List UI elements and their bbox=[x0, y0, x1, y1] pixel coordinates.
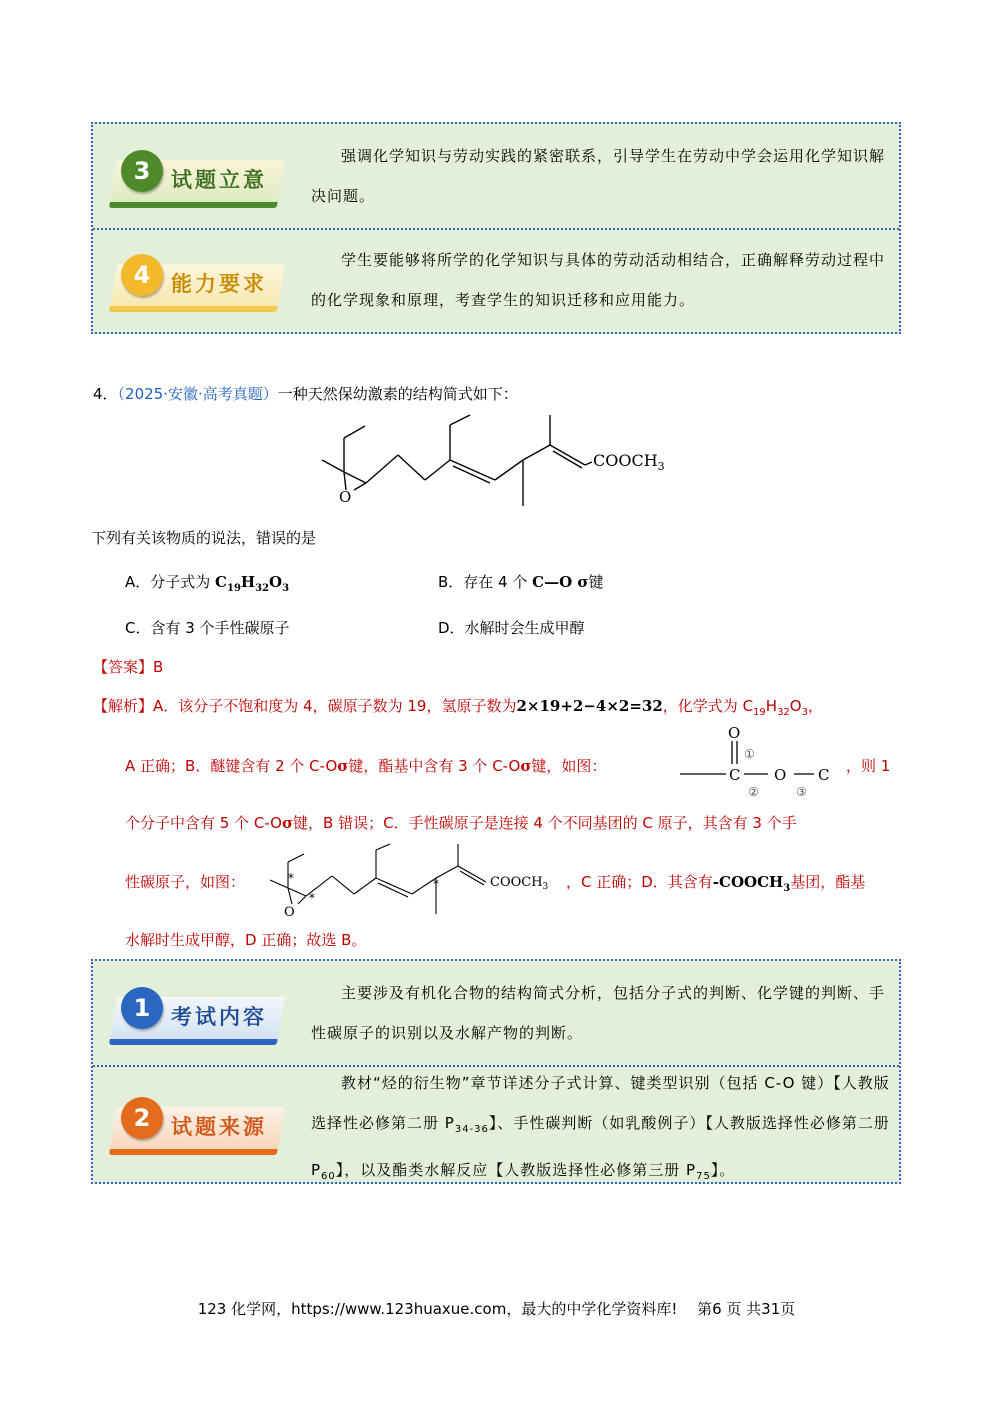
ester-bond-figure bbox=[678, 724, 843, 800]
badge-number: 1 bbox=[121, 987, 163, 1029]
badge-content bbox=[113, 979, 283, 1049]
svg-text:O: O bbox=[728, 724, 741, 742]
info-row-source bbox=[93, 1067, 899, 1185]
purpose-text: 强调化学知识与劳动实践的紧密联系，引导学生在劳动中学会运用化学知识解决问题。 bbox=[311, 147, 886, 205]
analysis-line-2-end: ，则 1 bbox=[846, 757, 891, 775]
info-row-purpose bbox=[93, 124, 899, 228]
svg-text:C: C bbox=[818, 766, 830, 784]
page-footer: 123 化学网，https://www.123huaxue.com，最大的中学化学资料库! 第6 页 共31页 bbox=[197, 1300, 796, 1318]
svg-text:①: ① bbox=[744, 747, 755, 761]
content-text: 主要涉及有机化合物的结构简式分析，包括分子式的判断、化学键的判断、手性碳原子的识别以及水解产物的判断。 bbox=[311, 984, 886, 1042]
chiral-carbon-figure bbox=[262, 842, 564, 920]
analysis-line-4b: ，C 正确；D．其含有$-COOCH_3$基团，酯基 bbox=[566, 873, 866, 894]
chiral-star: * bbox=[309, 891, 315, 905]
badge-ability bbox=[113, 246, 283, 316]
badge-purpose bbox=[113, 142, 283, 212]
chiral-star: * bbox=[433, 877, 439, 891]
badge-number: 3 bbox=[121, 150, 163, 192]
badge-label: 能力要求 bbox=[171, 272, 267, 296]
structure-diagram bbox=[310, 410, 690, 510]
question-source: （2025·安徽·高考真题） bbox=[117, 385, 278, 403]
info-row-ability bbox=[93, 230, 899, 334]
badge-number: 4 bbox=[121, 254, 163, 296]
info-box-bottom bbox=[91, 959, 901, 1184]
analysis-line-1: 【解析】A．该分子不饱和度为 4，碳原子数为 19，氢原子数为2×19+2−4×2=32，化学式为 $C_{19}H_{32}O_3$， bbox=[93, 697, 823, 718]
option-b[interactable]: B．存在 4 个 C—O σ键 bbox=[438, 573, 604, 591]
badge-number: 2 bbox=[121, 1097, 163, 1139]
option-a[interactable]: A．分子式为 $C_{19}H_{32}O_3$ bbox=[125, 573, 290, 594]
badge-source bbox=[113, 1089, 283, 1159]
svg-text:O: O bbox=[774, 766, 787, 784]
epoxide-oxygen: O bbox=[339, 488, 352, 506]
source-text: 教材“烃的衍生物”章节详述分子式计算、键类型识别（包括 C-O 键）【人教版选择性必修第二册 $P_{34-36}$】、手性碳判断（如乳酸例子）【人教版选择性必修第二册 $P_{60}$】，以及酯类水解反应【人教版选择性必修第三册 $P_{75}$】。 bbox=[311, 1074, 890, 1182]
option-c[interactable]: C．含有 3 个手性碳原子 bbox=[125, 619, 290, 637]
structure-label: $COOCH_3$ bbox=[593, 451, 665, 473]
svg-text:C: C bbox=[729, 766, 741, 784]
svg-text:②: ② bbox=[748, 785, 759, 799]
info-row-content bbox=[93, 961, 899, 1065]
question-ask: 下列有关该物质的说法，错误的是 bbox=[91, 529, 317, 547]
badge-label: 试题立意 bbox=[171, 168, 267, 192]
answer: 【答案】B bbox=[93, 658, 164, 676]
question-header: 4．（2025·安徽·高考真题）一种天然保幼激素的结构简式如下： bbox=[93, 385, 518, 403]
svg-text:③: ③ bbox=[796, 785, 807, 799]
analysis-line-4a: 性碳原子，如图： bbox=[125, 873, 246, 891]
analysis-line-5: 水解时生成甲醇，D 正确；故选 B。 bbox=[125, 931, 367, 949]
analysis-line-2: A 正确；B．醚键含有 2 个 C-Oσ键，酯基中含有 3 个 C-Oσ键，如图： bbox=[125, 757, 607, 775]
ability-text: 学生要能够将所学的化学知识与具体的劳动活动相结合，正确解释劳动过程中的化学现象和原理，考查学生的知识迁移和应用能力。 bbox=[311, 251, 886, 309]
svg-text:COOCH3: $COOCH_3$ bbox=[490, 875, 549, 892]
chiral-star: * bbox=[288, 871, 294, 885]
svg-text:O: O bbox=[284, 905, 295, 920]
analysis-line-3: 个分子中含有 5 个 C-Oσ键，B 错误；C．手性碳原子是连接 4 个不同基团的 C 原子，其含有 3 个手 bbox=[125, 814, 797, 832]
badge-label: 试题来源 bbox=[171, 1115, 267, 1139]
badge-label: 考试内容 bbox=[171, 1005, 267, 1029]
option-d[interactable]: D．水解时会生成甲醇 bbox=[438, 619, 585, 637]
info-box-top bbox=[91, 122, 901, 334]
